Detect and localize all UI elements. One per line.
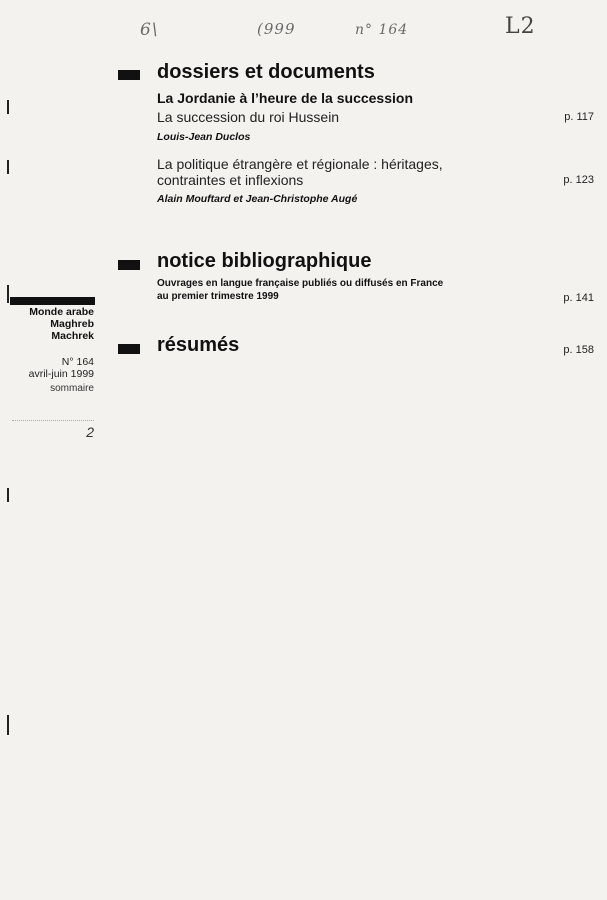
article-title [157,156,443,188]
sommaire-label: sommaire [50,383,94,394]
journal-name-line: Maghreb [50,318,94,330]
section-description [157,277,517,303]
section-title-dossiers: dossiers et documents [157,61,375,83]
journal-name-line: Machrek [51,330,94,342]
dotted-divider [12,420,94,421]
issue-info [29,356,94,380]
section-title-notice: notice bibliographique [157,250,372,272]
page-folio: 2 [86,424,94,440]
handwritten-mark: (999 [257,20,296,38]
binding-edge-mark [7,488,9,502]
dossier-subheading: La Jordanie à l’heure de la succession [157,90,413,106]
handwritten-mark: L2 [505,14,536,39]
section-title-resumes: résumés [157,334,240,356]
article-title-line: contraintes et inflexions [157,172,304,188]
journal-name [29,306,94,342]
issue-date: avril-juin 1999 [28,368,94,380]
journal-name-line: Monde arabe [29,306,94,318]
section-marker [118,344,140,354]
article-author: Louis-Jean Duclos [157,131,251,143]
description-line: Ouvrages en langue française publiés ou diffusés en France [157,278,444,289]
article-title-line: La politique étrangère et régionale : héritages, [157,156,443,172]
page-reference: p. 117 [564,111,594,123]
binding-edge-mark [7,160,9,174]
binding-edge-mark [7,715,9,735]
page-reference: p. 141 [563,292,594,304]
section-marker [118,260,140,270]
binding-edge-mark [7,100,9,114]
article-title-line: La succession du roi Hussein [157,109,340,125]
article-title [157,109,339,125]
page-reference: p. 158 [563,344,594,356]
section-marker [118,70,140,80]
article-author: Alain Mouftard et Jean-Christophe Augé [157,193,358,205]
description-line: au premier trimestre 1999 [157,291,279,302]
issue-number: N° 164 [61,356,94,368]
page-reference: p. 123 [563,174,594,186]
handwritten-mark: n° 164 [355,22,409,38]
sidebar-rule [10,297,95,305]
binding-edge-mark [7,285,9,303]
handwritten-mark: 6\ [140,20,159,40]
